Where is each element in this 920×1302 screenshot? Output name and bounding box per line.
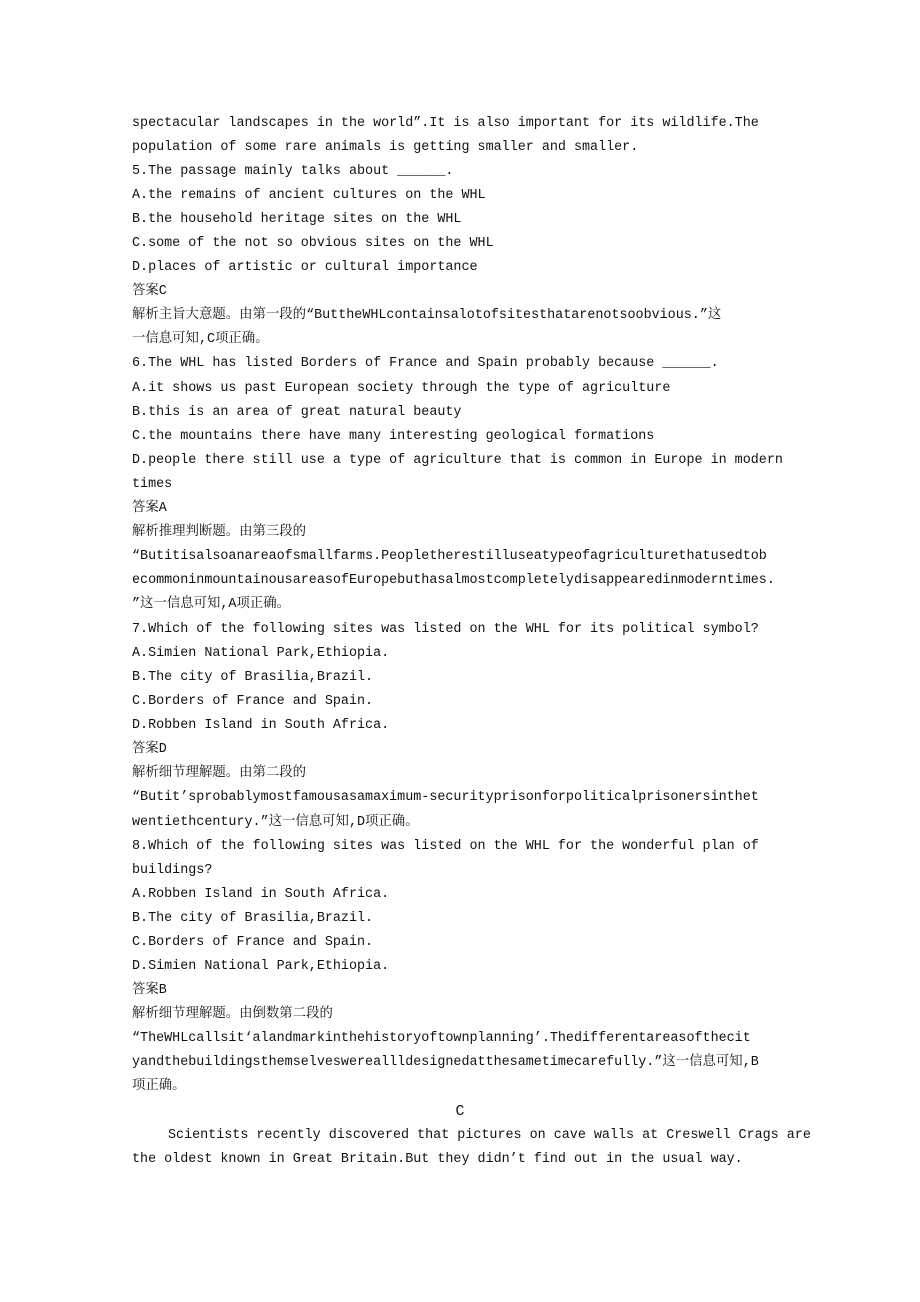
text-line: “Butitisalsoanareaofsmallfarms.Peopletherestilluseatypeofagriculturethatusedtob bbox=[132, 549, 767, 564]
answer-option: B.the household heritage sites on the WHL bbox=[132, 212, 462, 227]
text-line: Scientists recently discovered that pictures on cave walls at Creswell Crags are bbox=[168, 1128, 811, 1143]
text-line: spectacular landscapes in the world”.It is also important for its wildlife.The bbox=[132, 116, 759, 131]
answer-option: C.the mountains there have many interesting geological formations bbox=[132, 429, 655, 444]
answer-option: B.The city of Brasilia,Brazil. bbox=[132, 670, 374, 685]
text-line: the oldest known in Great Britain.But they didn’t find out in the usual way. bbox=[132, 1152, 743, 1167]
answer-option: D.people there still use a type of agriculture that is common in Europe in modern bbox=[132, 453, 783, 468]
answer-option: A.it shows us past European society through the type of agriculture bbox=[132, 381, 671, 396]
answer-option: D.Simien National Park,Ethiopia. bbox=[132, 959, 390, 974]
answer-option: C.some of the not so obvious sites on the WHL bbox=[132, 236, 494, 251]
question-text: 8.Which of the following sites was listed on the WHL for the wonderful plan of bbox=[132, 839, 759, 854]
question-text: 6.The WHL has listed Borders of France and Spain probably because ______. bbox=[132, 356, 719, 371]
text-line: buildings? bbox=[132, 863, 213, 878]
answer-key: 答案D bbox=[132, 742, 167, 757]
answer-option: A.Simien National Park,Ethiopia. bbox=[132, 646, 390, 661]
answer-key: 答案B bbox=[132, 983, 167, 998]
explanation-text: 解析推理判断题。由第三段的 bbox=[132, 525, 307, 540]
explanation-text: 解析主旨大意题。由第一段的“ButtheWHLcontainsalotofsitesthatarenotsoobvious.”这 bbox=[132, 308, 722, 323]
answer-option: C.Borders of France and Spain. bbox=[132, 694, 374, 709]
text-line: yandthebuildingsthemselveswereallldesignedatthesametimecarefully.”这一信息可知,B bbox=[132, 1055, 759, 1070]
section-heading: C bbox=[455, 1103, 465, 1120]
text-line: 项正确。 bbox=[132, 1079, 186, 1094]
text-line: “Butit’sprobablymostfamousasamaximum-securityprisonforpoliticalprisonersinthet bbox=[132, 790, 759, 805]
answer-option: C.Borders of France and Spain. bbox=[132, 935, 374, 950]
answer-option: A.the remains of ancient cultures on the WHL bbox=[132, 188, 486, 203]
answer-option: D.places of artistic or cultural importance bbox=[132, 260, 478, 275]
text-line: times bbox=[132, 477, 173, 492]
text-line: ecommoninmountainousareasofEuropebuthasalmostcompletelydisappearedinmoderntimes. bbox=[132, 573, 775, 588]
question-text: 7.Which of the following sites was listed on the WHL for its political symbol? bbox=[132, 622, 759, 637]
answer-option: B.this is an area of great natural beauty bbox=[132, 405, 462, 420]
explanation-text: 解析细节理解题。由倒数第二段的 bbox=[132, 1007, 333, 1022]
answer-key: 答案A bbox=[132, 501, 167, 516]
question-text: 5.The passage mainly talks about ______. bbox=[132, 164, 454, 179]
answer-option: D.Robben Island in South Africa. bbox=[132, 718, 390, 733]
text-line: 一信息可知,C项正确。 bbox=[132, 332, 269, 347]
answer-option: B.The city of Brasilia,Brazil. bbox=[132, 911, 374, 926]
text-line: population of some rare animals is getting smaller and smaller. bbox=[132, 140, 639, 155]
explanation-text: 解析细节理解题。由第二段的 bbox=[132, 766, 307, 781]
text-line: “TheWHLcallsit‘alandmarkinthehistoryoftownplanning’.Thedifferentareasofthecit bbox=[132, 1031, 751, 1046]
answer-option: A.Robben Island in South Africa. bbox=[132, 887, 390, 902]
text-line: wentiethcentury.”这一信息可知,D项正确。 bbox=[132, 815, 419, 830]
answer-key: 答案C bbox=[132, 284, 167, 299]
text-line: ”这一信息可知,A项正确。 bbox=[132, 597, 291, 612]
